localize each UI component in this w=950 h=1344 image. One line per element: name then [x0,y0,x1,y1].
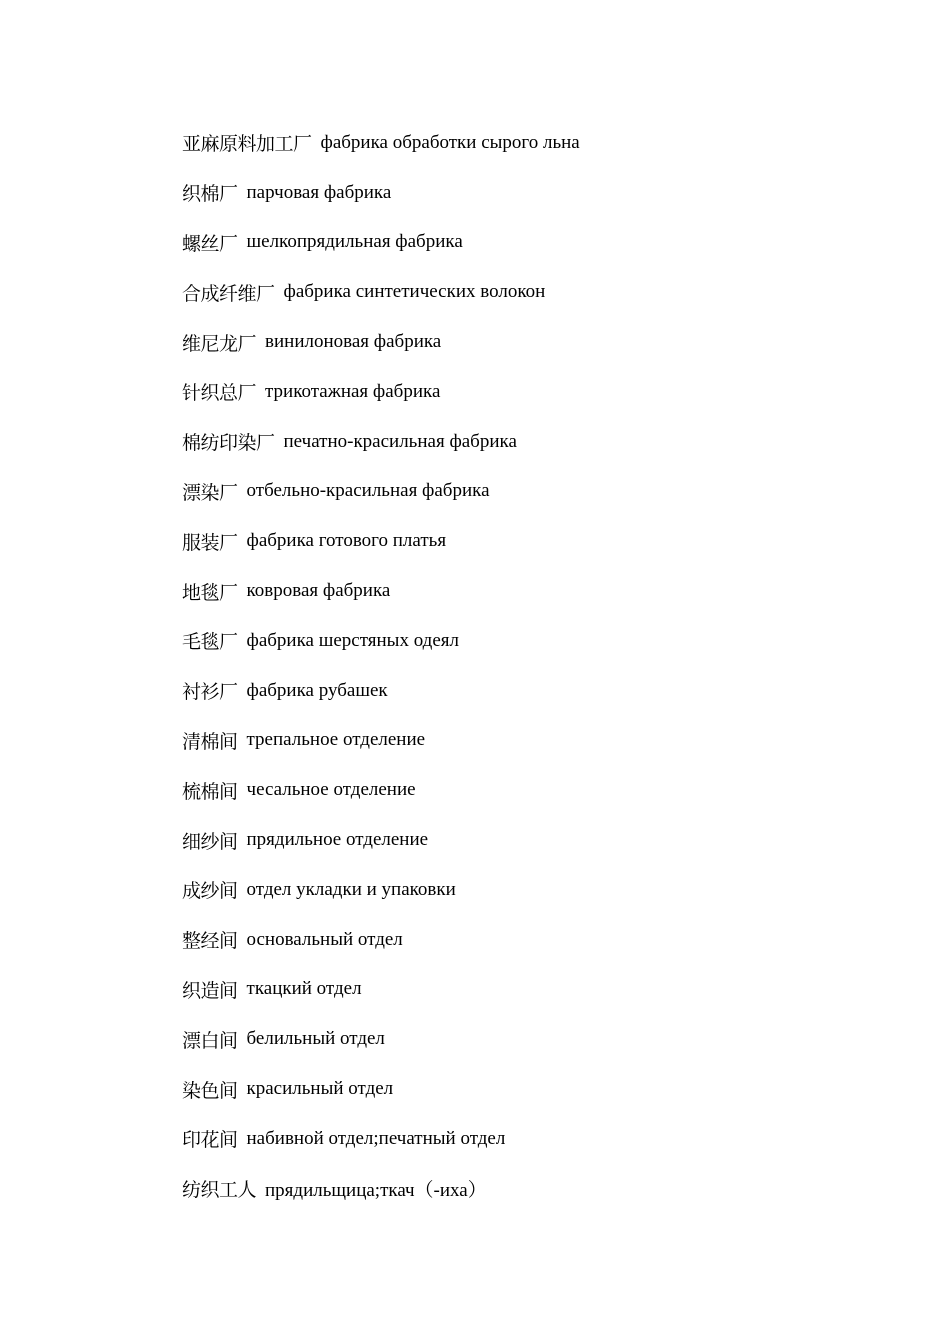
glossary-entry [182,516,580,566]
glossary-entry [182,815,580,865]
russian-translation: ткацкий отдел [246,978,362,1000]
chinese-term: 毛毯厂 [182,631,238,654]
glossary-entry [182,168,580,218]
russian-translation: прядильщица;ткач（-иха） [265,1180,487,1202]
chinese-term: 衬衫厂 [182,681,238,704]
chinese-term: 印花间 [182,1129,238,1152]
chinese-term: 漂白间 [182,1029,238,1052]
chinese-term: 纺织工人 [182,1179,257,1202]
glossary-entry [182,965,580,1015]
glossary-entry [182,467,580,517]
chinese-term: 棉纺印染厂 [182,432,275,455]
chinese-term: 螺丝厂 [182,232,238,255]
chinese-term: 服装厂 [182,531,238,554]
glossary-entry [182,765,580,815]
russian-translation: парчовая фабрика [246,181,392,203]
russian-translation: фабрика готового платья [246,530,447,552]
glossary-entry [182,1114,580,1164]
russian-translation: основальный отдел [246,928,403,950]
glossary-entry [182,367,580,417]
glossary-entry [182,417,580,467]
chinese-term: 整经间 [182,930,238,953]
russian-translation: фабрика шерстяных одеял [246,629,459,651]
glossary-entry [182,1064,580,1114]
russian-translation: белильный отдел [246,1028,385,1050]
chinese-term: 成纱间 [182,880,238,903]
chinese-term: 地毯厂 [182,581,238,604]
russian-translation: красильный отдел [246,1078,394,1100]
glossary-entry [182,118,580,168]
glossary-entry [182,915,580,965]
russian-translation: фабрика рубашек [246,679,388,701]
glossary-entry [182,865,580,915]
russian-translation: отдел укладки и упаковки [246,878,456,900]
russian-translation: трепальное отделение [246,729,426,751]
russian-translation: трикотажная фабрика [265,380,441,402]
glossary-entry [182,566,580,616]
russian-translation: фабрика синтетических волокон [283,281,546,303]
glossary-entry [182,616,580,666]
chinese-term: 细纱间 [182,830,238,853]
glossary-entry [182,1014,580,1064]
glossary-entry [182,267,580,317]
glossary-entry [182,1164,580,1214]
chinese-term: 针织总厂 [182,382,257,405]
chinese-term: 梳棉间 [182,780,238,803]
chinese-term: 清棉间 [182,730,238,753]
glossary-entry [182,218,580,268]
glossary-entry [182,317,580,367]
russian-translation: ковровая фабрика [246,580,391,602]
russian-translation: шелкопрядильная фабрика [246,231,463,253]
chinese-term: 染色间 [182,1079,238,1102]
chinese-term: 织造间 [182,979,238,1002]
russian-translation: печатно-красильная фабрика [283,430,517,452]
glossary-entry [182,666,580,716]
chinese-term: 维尼龙厂 [182,332,257,355]
glossary-list [182,118,580,1214]
russian-translation: винилоновая фабрика [265,331,442,353]
russian-translation: набивной отдел;печатный отдел [246,1127,506,1149]
chinese-term: 合成纤维厂 [182,282,275,305]
glossary-entry [182,716,580,766]
russian-translation: чесальное отделение [246,779,416,801]
chinese-term: 漂染厂 [182,481,238,504]
russian-translation: прядильное отделение [246,829,429,851]
chinese-term: 织棉厂 [182,183,238,206]
russian-translation: фабрика обработки сырого льна [320,131,580,153]
russian-translation: отбельно-красильная фабрика [246,480,490,502]
chinese-term: 亚麻原料加工厂 [182,133,312,156]
